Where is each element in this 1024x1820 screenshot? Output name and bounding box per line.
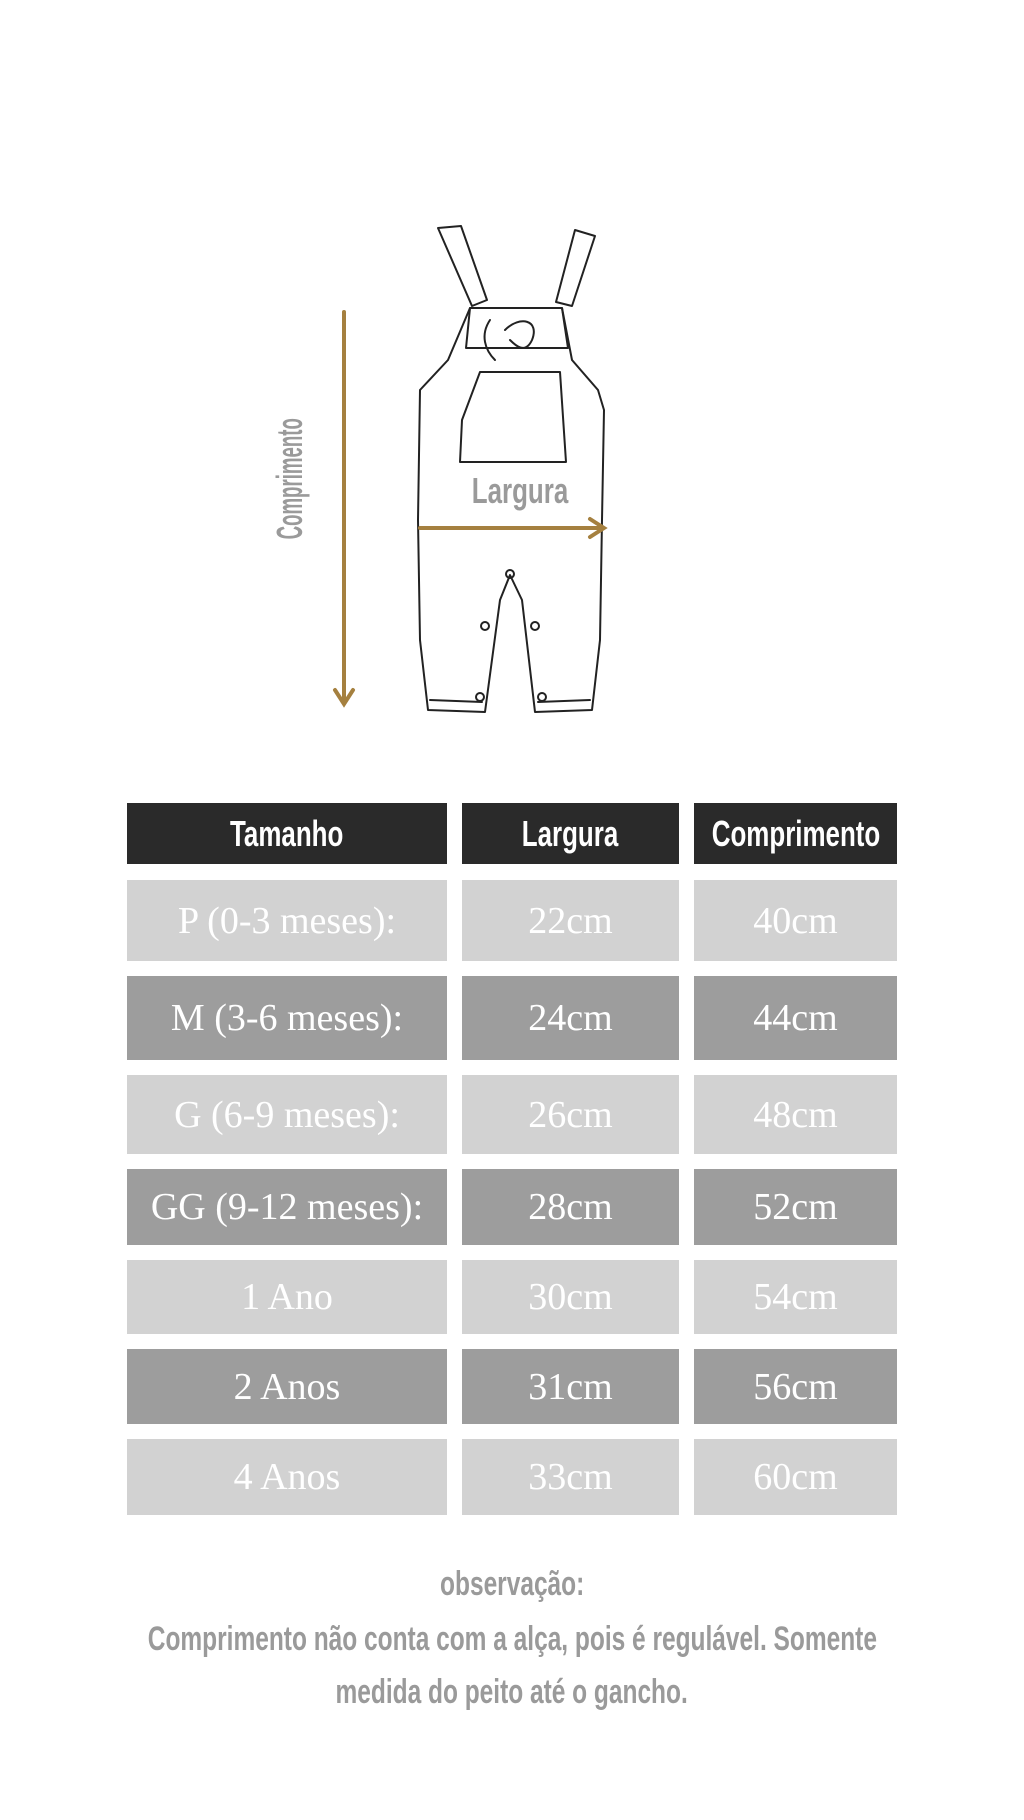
left-strap: [438, 226, 487, 306]
size-cell: 1 Ano: [127, 1260, 447, 1334]
header-length: Comprimento: [694, 803, 897, 864]
bib: [466, 308, 568, 348]
table-row: [127, 1439, 897, 1515]
overall-diagram: [0, 0, 1024, 760]
length-cell: 60cm: [694, 1439, 897, 1515]
length-cell: 56cm: [694, 1349, 897, 1424]
size-cell: 2 Anos: [127, 1349, 447, 1424]
bib-pocket: [460, 372, 566, 462]
length-label: Comprimento: [269, 418, 310, 540]
note-line-1: Comprimento não conta com a alça, pois é regulável. Somente: [147, 1620, 877, 1658]
width-label: Largura: [471, 470, 569, 511]
header-width: Largura: [462, 803, 679, 864]
size-cell: M (3-6 meses):: [127, 976, 447, 1060]
length-cell: 40cm: [694, 880, 897, 961]
note-title: observação:: [439, 1565, 585, 1603]
width-cell: 31cm: [462, 1349, 679, 1424]
width-cell: 28cm: [462, 1169, 679, 1245]
table-row: [127, 1169, 897, 1245]
width-cell: 30cm: [462, 1260, 679, 1334]
table-header: [127, 803, 897, 864]
table-row: [127, 1349, 897, 1424]
table-row: [127, 976, 897, 1060]
size-cell: P (0-3 meses):: [127, 880, 447, 961]
note-line-2: medida do peito até o gancho.: [335, 1673, 689, 1711]
width-cell: 24cm: [462, 976, 679, 1060]
header-size: Tamanho: [127, 803, 447, 864]
size-cell: 4 Anos: [127, 1439, 447, 1515]
length-cell: 48cm: [694, 1075, 897, 1154]
length-cell: 44cm: [694, 976, 897, 1060]
table-row: [127, 1260, 897, 1334]
right-strap: [556, 230, 595, 306]
table-row: [127, 880, 897, 961]
length-cell: 52cm: [694, 1169, 897, 1245]
width-cell: 22cm: [462, 880, 679, 961]
overall-illustration: [0, 0, 1024, 760]
size-cell: G (6-9 meses):: [127, 1075, 447, 1154]
table-row: [127, 1075, 897, 1154]
size-cell: GG (9-12 meses):: [127, 1169, 447, 1245]
length-cell: 54cm: [694, 1260, 897, 1334]
width-cell: 33cm: [462, 1439, 679, 1515]
width-cell: 26cm: [462, 1075, 679, 1154]
